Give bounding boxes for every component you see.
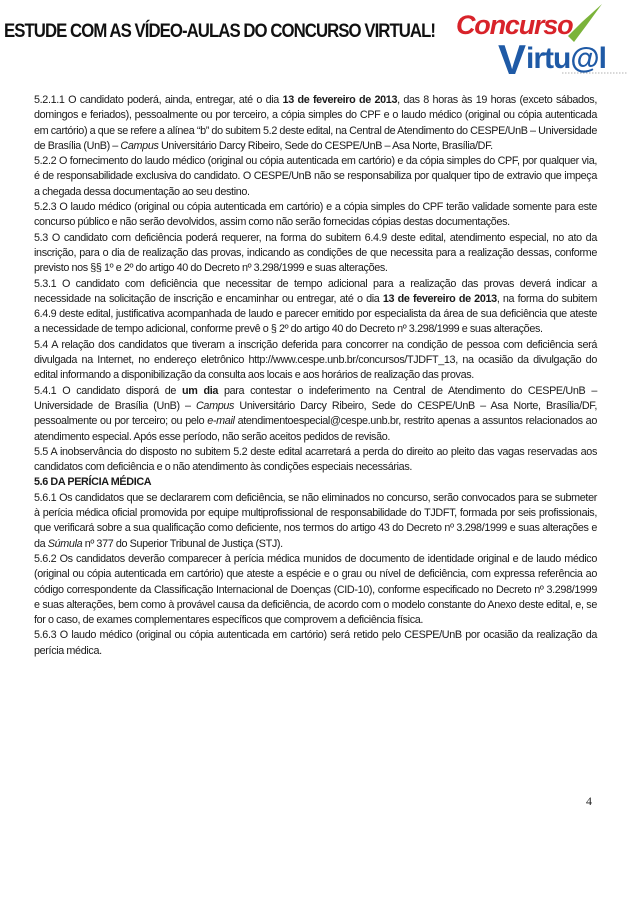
paragraph-5-2-2: 5.2.2 O fornecimento do laudo médico (original ou cópia autenticada em cartório) e da cópia simples do CPF, por qualquer via, é de responsabilidade exclusiva do candidato. O CESPE/UnB não se responsabiliza por qualquer tipo de extravio que impeça a chegada dessa documentação ao seu destino. — [34, 155, 597, 198]
logo-checkmark-icon — [568, 4, 602, 42]
paragraph-5-2-3: 5.2.3 O laudo médico (original ou cópia autenticada em cartório) e a cópia simples do CPF terão validade somente para este concurso público e não serão devolvidos, assim como não serão fornecidas cópias destas documentações. — [34, 201, 597, 229]
paragraph-5-6-3: 5.6.3 O laudo médico (original ou cópia autenticada em cartório) será retido pelo CESPE/UnB por ocasião da realização da perícia médica. — [34, 629, 597, 657]
paragraph-5-3: 5.3 O candidato com deficiência poderá requerer, na forma do subitem 6.4.9 deste edital, atendimento especial, no ato da inscrição, para o dia de realização das provas, indicando as condições de que necessita para a realização dessas, conforme previsto nos §§ 1º e 2º do artigo 40 do Decreto nº 3.298/1999 e suas alterações. — [34, 231, 597, 275]
banner-text: ESTUDE COM AS VÍDEO-AULAS DO CONCURSO VIRTUAL! — [4, 20, 436, 42]
page-number: 4 — [586, 794, 592, 808]
paragraph-5-4: 5.4 A relação dos candidatos que tiveram a inscrição deferida para concorrer na condição de pessoa com deficiência será divulgada na Internet, no endereço eletrônico http://www.cespe.unb.br/concursos/TJDFT_13, na ocasião da divulgação do edital informando a disponibilização da consulta aos locais e aos horários de realização das provas. — [34, 338, 597, 382]
document-body — [34, 93, 597, 659]
paragraph-5-6-1: 5.6.1 Os candidatos que se declararem com deficiência, se não eliminados no concurso, serão convocados para se submeter à perícia médica oficial promovida por equipe multiprofissional de responsabilidade do TJDFT, formada por seis profissionais, que verificará sobre a sua qualificação como deficiente, nos termos do artigo 43 do Decreto nº 3.298/1999 e suas alterações e da Súmula nº 377 do Superior Tribunal de Justiça (STJ). — [34, 491, 597, 550]
logo-letter-v: V — [498, 36, 527, 78]
logo-word-concurso: Concurso — [456, 10, 573, 40]
concurso-virtual-logo — [452, 2, 636, 78]
paragraph-5-2-1-1: 5.2.1.1 O candidato poderá, ainda, entregar, até o dia 13 de fevereiro de 2013, das 8 horas às 19 horas (exceto sábados, domingos e feriados), pessoalmente ou por terceiro, a cópia simples do CPF e o laudo médico (original ou cópia autenticada em cartório) a que se refere a alínea “b” do subitem 5.2 deste edital, na Central de Atendimento do CESPE/UnB – Universidade de Brasília (UnB) – Campus Universitário Darcy Ribeiro, Sede do CESPE/UnB – Asa Norte, Brasília/DF. — [34, 94, 598, 152]
page-header — [0, 0, 638, 80]
paragraph-5-3-1: 5.3.1 O candidato com deficiência que necessitar de tempo adicional para a realização das provas deverá indicar a necessidade na solicitação de inscrição e encaminhar ou entregar, até o dia 13 de fevereiro de 2013, na forma do subitem 6.4.9 deste edital, justificativa acompanhada de laudo e parecer emitido por especialista da área de sua deficiência que ateste a necessidade de tempo adicional, conforme prevê o § 2º do artigo 40 do Decreto nº 3.298/1999 e suas alterações. — [34, 277, 598, 336]
paragraph-5-6-2: 5.6.2 Os candidatos deverão comparecer à perícia médica munidos de documento de identidade original e de laudo médico (original ou cópia autenticada em cartório) que ateste a espécie e o grau ou nível de deficiência, com expressa referência ao código correspondente da Classificação Internacional de Doenças (CID-10), conforme especificado no Decreto nº 3.298/1999 e suas alterações, bem como à provável causa da deficiência, de acordo com o modelo constante do Anexo deste edital, e, se for o caso, de exames complementares específicos que comprovem a deficiência física. — [34, 552, 597, 627]
paragraph-5-5: 5.5 A inobservância do disposto no subitem 5.2 deste edital acarretará a perda do direito ao pleito das vagas reservadas aos candidatos com deficiência e o não atendimento às condições especiais necessárias. — [34, 445, 597, 474]
section-heading-pericia-medica: 5.6 DA PERÍCIA MÉDICA — [34, 476, 152, 489]
paragraph-5-4-1: 5.4.1 O candidato disporá de um dia para contestar o indeferimento na Central de Atendimento do CESPE/UnB – Universidade de Brasília (UnB) – Campus Universitário Darcy Ribeiro, Sede do CESPE/UnB – Asa Norte, Brasília/DF, pessoalmente ou por terceiro; ou pelo e-mail atendimentoespecial@cespe.unb.br, restrito apenas a assuntos relacionados ao atendimento especial. Após esse período, não serão aceitos pedidos de revisão. — [34, 384, 597, 443]
logo-word-virtual: irtu@l — [526, 42, 606, 75]
